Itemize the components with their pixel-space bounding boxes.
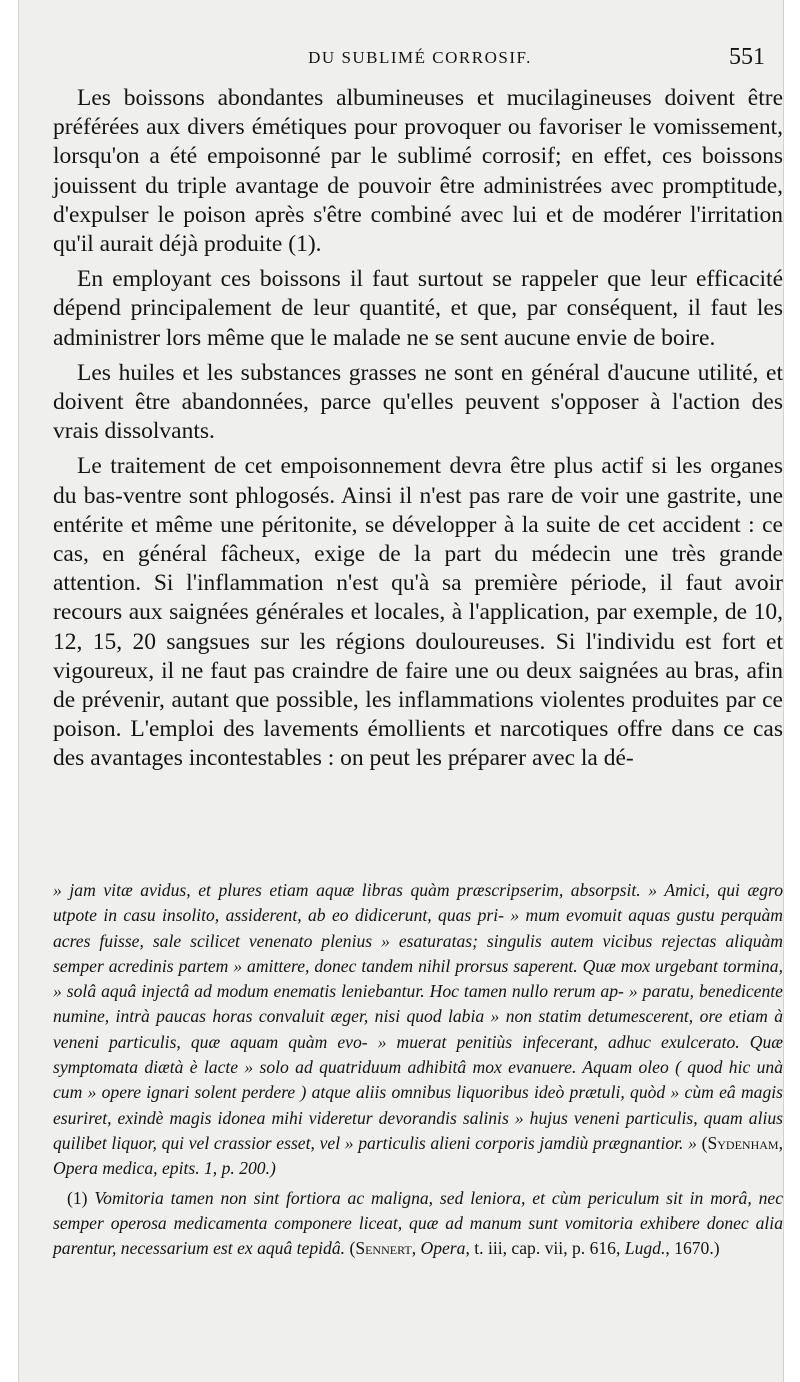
footnote-ref1: , t. iii, cap. vii, p. 616, — [465, 1238, 625, 1259]
paragraph-3: Les huiles et les substances grasses ne sont en général d'aucune utilité, et doivent être abandonnées, parce qu'elles peuvent s'opposer à l'action des vrais dissolvants. — [53, 359, 783, 445]
quotation-sep: , — [778, 1132, 783, 1153]
paragraph-1: Les boissons abondantes albumineuses et mucilagineuses doivent être préférées aux divers émétiques pour provoquer ou favoriser le vomissement, lorsqu'on a été empoisonné par le sublimé corrosif; en effet, ces boissons jouissent du triple avantage de pouvoir être administrées avec promptitude, d'expulser le poison après s'être combiné avec lui et de modérer l'irritation qu'il aurait déjà produite (1). — [53, 85, 783, 258]
page-header — [71, 44, 769, 74]
page-number: 551 — [729, 44, 765, 70]
paragraph-2: En employant ces boissons il faut surtout se rappeler que leur efficacité dépend principalement de leur quantité, et que, par conséquent, il faut les administrer lors même que le malade ne se sent aucune envie de boire. — [53, 266, 783, 351]
paragraph-4: Le traitement de cet empoisonnement devra être plus actif si les organes du bas-ventre sont phlogosés. Ainsi il n'est pas rare de voir une gastrite, une entérite et même une péritonite, se développer à la suite de cet accident : ce cas, en général fâcheux, exige de la part du médecin une très grande attention. Si l'inflammation n'est qu'à sa première période, il faut avoir recours aux saignées générales et locales, à l'application, par exemple, de 10, 12, 15, 20 sangsues sur les régions douloureuses. Si l'individu est fort et vigoureux, il ne faut pas craindre de faire une ou deux saignées au bras, afin de prévenir, autant que possible, les inflammations violentes produites par ce poison. L'emploi des lavements émollients et narcotiques offre dans ce cas des avantages incontestables : on peut les préparer avec la dé- — [53, 453, 783, 772]
quotation-text: » jam vitæ avidus, et plures etiam aquæ libras quàm præscripserim, absorpsit. » Amici, qui ægro utpote in casu insolito, assiderent, ab eo didicerunt, quas pri- » mum evomuit aquas gustu perquàm acres fuisse, sale scilicet venenato plenius » esaturatas; singulis autem vicibus rejectas aliquàm semper acredinis partem » amittere, donec tandem nihil prorsus saperent. Quæ mox urgebant tormina, » solâ aquâ injectâ ad modum enematis leniebantur. Hoc tamen nullo rerum ap- » paratu, benedicente numine, intrà paucas horas convaluit æger, nisi quod labia » non statim detumescerent, ore etiam à veneni particulis, quæ aquam quàm evo- » muerat penitiùs infecerant, adhuc exulcerato. Quæ symptomata diætà è lacte » solo ad quatriduum adhibitâ mox evanuere. Aquam oleo ( quod hic unà cum » opere ignari solent perdere ) atque aliis omnibus liquoribus ideò prætuli, quòd » cùm eâ magis esuriret, exindè magis idonea mihi videretur devorandis salinis » hujus veneni particulis, quam alius quilibet liquor, qui vel crassior esset, vel » particulis alieni corporis jamdiù prægnantior. » — [53, 880, 783, 1153]
footnote-author: Sennert — [355, 1238, 412, 1259]
footnote-sep: , — [411, 1238, 421, 1259]
running-title: DU SUBLIMÉ CORROSIF. — [308, 48, 532, 67]
notes-section — [53, 878, 783, 1265]
footnote-text: Vomitoria tamen non sint fortiora ac maligna, sed leniora, et cùm periculum sit in morâ, nec semper operosa medicamenta componere liceat, quæ ad manum sunt vomitoria exhibere donec alia parentur, necessarium est ex aquâ tepidâ. — [53, 1187, 783, 1259]
footnote-ref2: , 1670.) — [665, 1238, 720, 1259]
quotation-author: Sydenham — [707, 1132, 779, 1153]
footnote-marker: (1) — [67, 1187, 88, 1208]
footnote-work: Opera — [420, 1238, 466, 1259]
quotation-work: Opera medica — [53, 1158, 154, 1179]
main-text — [53, 84, 783, 780]
quotation-ref: , epits. 1, p. 200.) — [153, 1158, 276, 1179]
latin-quotation — [53, 878, 783, 1182]
quotation-open: ( — [696, 1132, 708, 1153]
footnote-place: Lugd. — [624, 1238, 666, 1259]
book-page — [18, 0, 784, 1382]
footnote-1 — [53, 1186, 783, 1262]
footnote-open: ( — [345, 1238, 356, 1259]
